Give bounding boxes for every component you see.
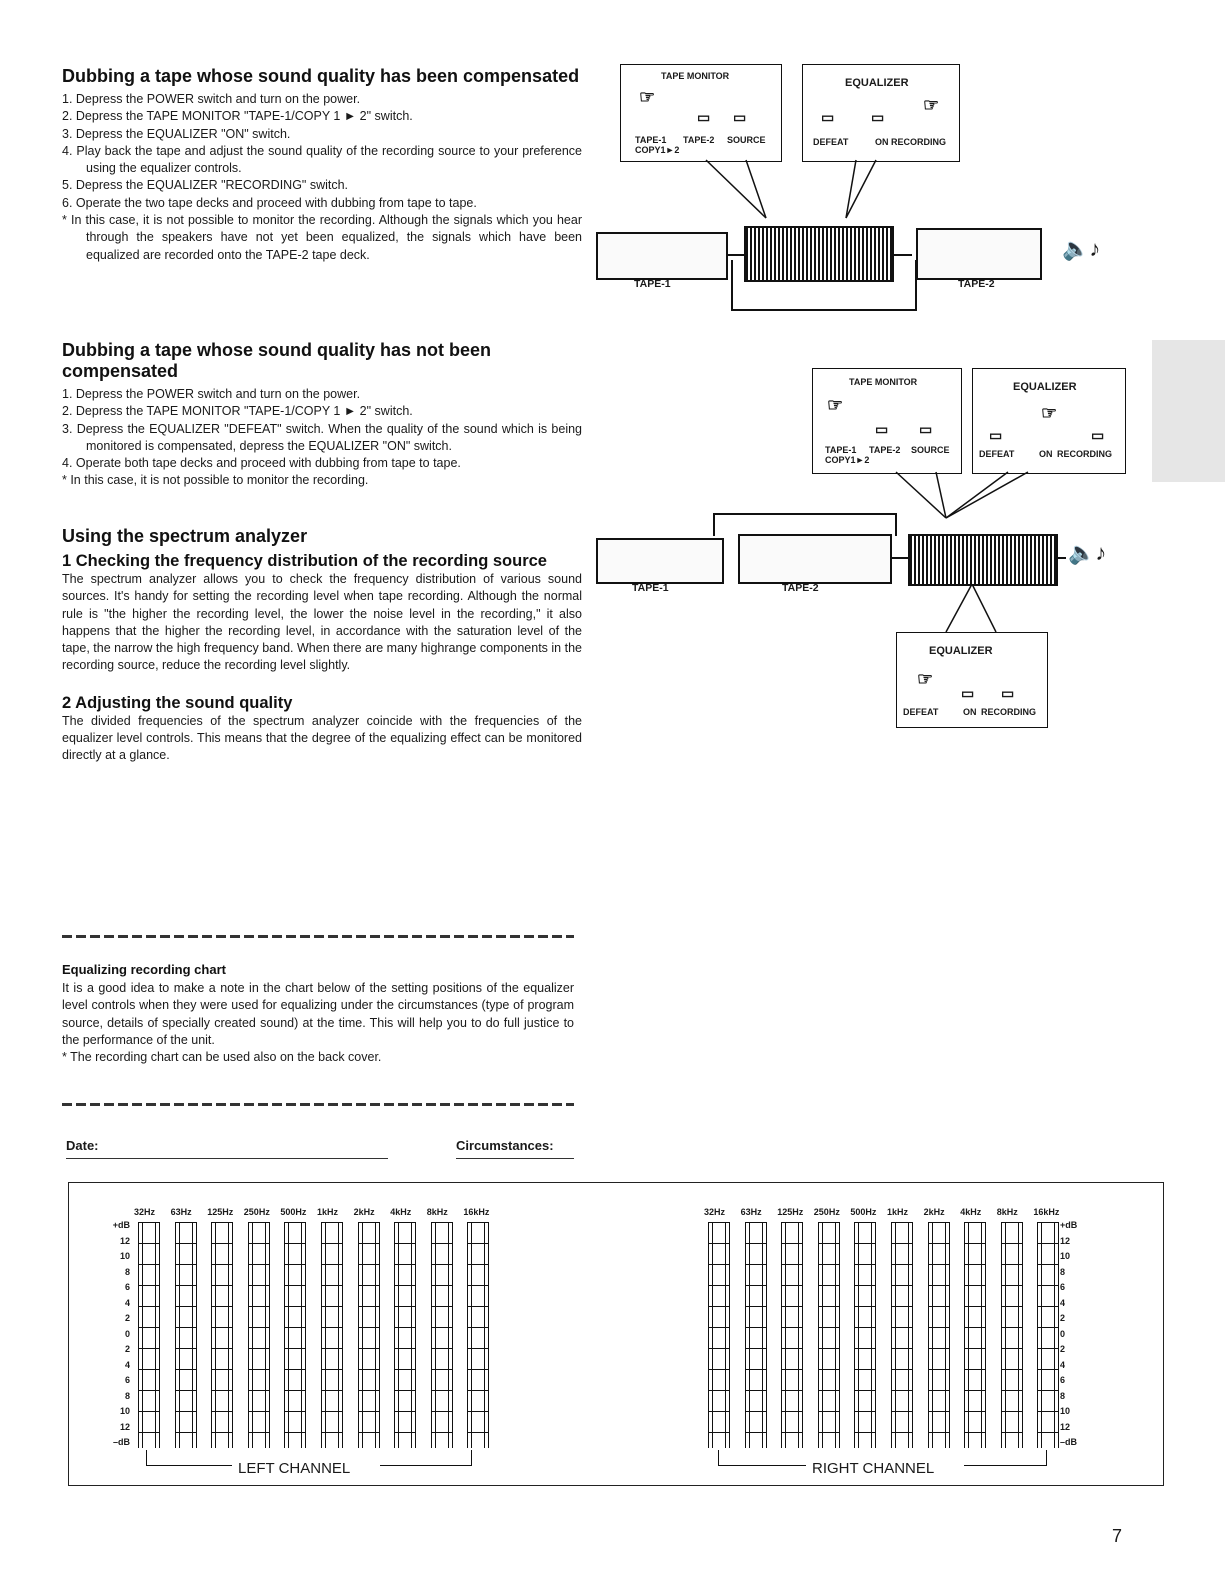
equalizer-band-column xyxy=(211,1222,233,1448)
divider xyxy=(62,935,574,938)
step-item: 1. Depress the POWER switch and turn on the power. xyxy=(62,92,361,106)
equalizer-band-column xyxy=(284,1222,306,1448)
frequency-label: 1kHz xyxy=(887,1207,909,1217)
db-scale-label: 10 xyxy=(119,1251,130,1261)
connection-diagram-1 xyxy=(596,60,1216,320)
db-scale-label: –dB xyxy=(1060,1437,1078,1447)
step-item: 3. Depress the EQUALIZER "ON" switch. xyxy=(62,126,291,141)
equalizer-band-column xyxy=(854,1222,876,1448)
step-item: 2. Depress the TAPE MONITOR "TAPE-1/COPY 1 ► 2" switch. xyxy=(62,109,413,124)
section-dubbing-compensated xyxy=(62,66,582,264)
db-scale-label: 10 xyxy=(1060,1251,1071,1261)
chart-intro xyxy=(62,960,574,1066)
frequency-label: 8kHz xyxy=(996,1207,1018,1217)
bracket xyxy=(1046,1450,1047,1466)
button-label: RECORDING xyxy=(1057,449,1113,459)
button-icon: ▭ xyxy=(821,109,835,125)
button-label: ON xyxy=(1039,449,1053,459)
button-label: TAPE-2 xyxy=(683,135,715,145)
equalizer-unit xyxy=(908,534,1058,586)
db-scale-label: 6 xyxy=(124,1282,130,1292)
subsection-title: 2 Adjusting the sound quality xyxy=(62,693,293,712)
equalizer-label: EQUALIZER xyxy=(845,77,909,89)
page-number: 7 xyxy=(1112,1526,1123,1546)
right-channel-label: RIGHT CHANNEL xyxy=(812,1460,935,1477)
frequency-label: 16kHz xyxy=(1033,1207,1060,1217)
bracket xyxy=(718,1450,719,1466)
tape-deck-2 xyxy=(916,228,1042,280)
connection-diagram-2 xyxy=(596,368,1216,734)
button-label: RECORDING xyxy=(891,137,947,147)
frequency-label: 32Hz xyxy=(134,1207,156,1217)
circumstances-line xyxy=(456,1158,574,1159)
button-label: ON xyxy=(875,137,889,147)
finger-press-icon: ☞ xyxy=(923,95,940,115)
equalizer-band-column xyxy=(891,1222,913,1448)
db-scale-label: 2 xyxy=(1060,1344,1066,1354)
db-scale-label: +dB xyxy=(112,1220,130,1230)
db-scale-label: 4 xyxy=(1060,1297,1066,1308)
tape-deck-label: TAPE-1 xyxy=(632,582,669,594)
db-scale-label: 4 xyxy=(124,1359,130,1370)
tape-deck-label: TAPE-2 xyxy=(958,278,995,290)
frequency-label: 2kHz xyxy=(923,1207,945,1217)
db-scale-label: 12 xyxy=(119,1421,130,1432)
frequency-label: 4kHz xyxy=(960,1207,982,1217)
equalizer-band-column xyxy=(358,1222,380,1448)
equalizer-band-column xyxy=(321,1222,343,1448)
button-icon: ▭ xyxy=(989,427,1003,443)
db-scale-label: 10 xyxy=(119,1406,130,1416)
divider xyxy=(62,1103,574,1106)
equalizer-band-column xyxy=(1001,1222,1023,1448)
db-scale-label: 8 xyxy=(1060,1390,1066,1401)
frequency-label: 32Hz xyxy=(704,1207,726,1217)
button-icon: ▭ xyxy=(733,109,747,125)
db-scale-label: 12 xyxy=(119,1235,130,1246)
equalizer-band-column xyxy=(781,1222,803,1448)
frequency-label: 125Hz xyxy=(207,1207,234,1217)
db-scale-label: 4 xyxy=(1060,1359,1066,1370)
frequency-label: 16kHz xyxy=(463,1207,490,1217)
equalizer-band-column xyxy=(431,1222,453,1448)
tape-deck-label: TAPE-2 xyxy=(782,582,819,594)
section-title: Dubbing a tape whose sound quality has not been compensated xyxy=(62,340,492,381)
button-label: ON xyxy=(963,707,977,717)
button-icon: ▭ xyxy=(961,685,975,701)
db-scale-label: 8 xyxy=(1060,1266,1066,1277)
steps-list xyxy=(62,91,582,212)
section-dubbing-not-compensated xyxy=(62,340,582,490)
step-item: 3. Depress the EQUALIZER "DEFEAT" switch. When the quality of the sound which is being monitored is compensated, depress the EQUALIZER "ON" switch. xyxy=(62,421,582,453)
frequency-label: 2kHz xyxy=(353,1207,375,1217)
db-scale-label: 6 xyxy=(1060,1282,1066,1292)
bracket xyxy=(471,1450,472,1466)
button-icon: ▭ xyxy=(1001,685,1015,701)
step-item: 4. Play back the tape and adjust the sound quality of the recording source to your preference using the equalizer controls. xyxy=(62,143,582,176)
copy-label: COPY1►2 xyxy=(635,145,680,155)
section-title: Dubbing a tape whose sound quality has been compensated xyxy=(62,66,580,86)
date-label: Date: xyxy=(66,1138,99,1153)
finger-press-icon: ☞ xyxy=(827,395,844,415)
tape-deck-label: TAPE-1 xyxy=(634,278,671,290)
button-label: DEFEAT xyxy=(979,449,1015,459)
button-icon: ▭ xyxy=(919,421,933,437)
bracket xyxy=(380,1465,472,1466)
db-scale-label: 2 xyxy=(1060,1313,1066,1323)
button-label: TAPE-2 xyxy=(869,445,901,455)
db-scale-label: 12 xyxy=(1060,1421,1071,1432)
step-item: 6. Operate the two tape decks and proceed with dubbing from tape to tape. xyxy=(62,195,477,210)
note: * In this case, it is not possible to monitor the recording. xyxy=(62,473,369,488)
tape-monitor-label: TAPE MONITOR xyxy=(661,71,730,81)
finger-press-icon: ☞ xyxy=(1041,403,1058,423)
button-icon: ▭ xyxy=(871,109,885,125)
circumstances-label: Circumstances: xyxy=(456,1138,554,1153)
db-scale-label: 12 xyxy=(1060,1235,1071,1246)
equalizer-band-column xyxy=(467,1222,489,1448)
date-line xyxy=(66,1158,388,1159)
frequency-label: 500Hz xyxy=(280,1207,307,1217)
equalizer-band-column xyxy=(394,1222,416,1448)
equalizer-band-column xyxy=(928,1222,950,1448)
db-scale-label: 8 xyxy=(124,1266,130,1277)
frequency-label: 125Hz xyxy=(777,1207,804,1217)
equalizer-panel-lower xyxy=(896,632,1048,728)
db-scale-label: 6 xyxy=(1060,1375,1066,1385)
db-scale-label: –dB xyxy=(112,1437,130,1447)
db-scale-label: 2 xyxy=(124,1344,130,1354)
button-label: DEFEAT xyxy=(903,707,939,717)
frequency-label: 250Hz xyxy=(813,1207,840,1217)
steps-list xyxy=(62,386,582,472)
equalizer-band-column xyxy=(708,1222,730,1448)
db-scale-label: 4 xyxy=(124,1297,130,1308)
tape-deck-1 xyxy=(596,232,728,280)
button-label: SOURCE xyxy=(727,135,766,145)
equalizer-unit xyxy=(744,226,894,282)
frequency-label: 63Hz xyxy=(170,1207,192,1217)
button-label: TAPE-1 xyxy=(635,135,667,145)
paragraph: The spectrum analyzer allows you to check the frequency distribution of various sound sources. It's handy for setting the recording level when tape recording. Although the normal rule is "the higher the recording level, the lower the noise level in the recording," it also happens that the higher the recording level, in accordance with the saturation level of the tape, the narrow the high frequency band. When there are many highrange components in the recording source, reduce the recording level slightly. xyxy=(62,572,582,673)
equalizer-band-column xyxy=(138,1222,160,1448)
frequency-label: 500Hz xyxy=(850,1207,877,1217)
db-scale-label: 6 xyxy=(124,1375,130,1385)
button-label: SOURCE xyxy=(911,445,950,455)
tape-deck-1 xyxy=(596,538,724,584)
finger-press-icon: ☞ xyxy=(917,669,934,689)
tape-monitor-label: TAPE MONITOR xyxy=(849,377,918,387)
button-icon: ▭ xyxy=(875,421,889,437)
frequency-label: 8kHz xyxy=(426,1207,448,1217)
button-label: TAPE-1 xyxy=(825,445,857,455)
equalizer-label: EQUALIZER xyxy=(1013,381,1077,393)
frequency-label: 63Hz xyxy=(740,1207,762,1217)
step-item: 2. Depress the TAPE MONITOR "TAPE-1/COPY 1 ► 2" switch. xyxy=(62,404,413,419)
paragraph: The divided frequencies of the spectrum analyzer coincide with the frequencies of the equalizer level controls. This means that the degree of the equalizing effect can be monitored directly at a glance. xyxy=(62,713,582,763)
speaker-icon: 🔈♪ xyxy=(1068,540,1107,565)
step-item: 1. Depress the POWER switch and turn on the power. xyxy=(62,387,361,401)
tape-deck-2 xyxy=(738,534,892,584)
equalizer-band-column xyxy=(818,1222,840,1448)
section-spectrum-analyzer xyxy=(62,526,582,765)
left-channel-label: LEFT CHANNEL xyxy=(238,1460,351,1477)
bracket xyxy=(718,1465,806,1466)
paragraph: It is a good idea to make a note in the chart below of the setting positions of the equalizer level controls when they were used for equalizing under the circumstances (type of program source, details of specially created sound) at the time. This will help you to do full justice to the performance of the unit. xyxy=(62,981,574,1047)
section-title: Using the spectrum analyzer xyxy=(62,526,308,546)
equalizer-band-column xyxy=(248,1222,270,1448)
bracket xyxy=(146,1450,147,1466)
copy-label: COPY1►2 xyxy=(825,455,870,465)
frequency-label: 1kHz xyxy=(317,1207,339,1217)
button-icon: ▭ xyxy=(697,109,711,125)
db-scale-label: +dB xyxy=(1060,1220,1078,1230)
step-item: 5. Depress the EQUALIZER "RECORDING" switch. xyxy=(62,178,349,193)
db-scale-label: 8 xyxy=(124,1390,130,1401)
db-scale-label: 10 xyxy=(1060,1406,1071,1416)
note: * The recording chart can be used also on the back cover. xyxy=(62,1050,382,1065)
speaker-icon: 🔈♪ xyxy=(1062,236,1101,261)
equalizer-band-column xyxy=(1037,1222,1059,1448)
side-tab xyxy=(1152,340,1225,482)
equalizer-band-column xyxy=(745,1222,767,1448)
db-scale-label: 0 xyxy=(124,1328,130,1339)
bracket xyxy=(146,1465,232,1466)
button-icon: ▭ xyxy=(1091,427,1105,443)
subsection-title: 1 Checking the frequency distribution of the recording source xyxy=(62,552,547,570)
equalizer-band-column xyxy=(964,1222,986,1448)
frequency-label: 4kHz xyxy=(390,1207,412,1217)
equalizer-label: EQUALIZER xyxy=(929,645,993,657)
db-scale-label: 0 xyxy=(1060,1328,1066,1339)
bracket xyxy=(964,1465,1046,1466)
chart-intro-title: Equalizing recording chart xyxy=(62,962,226,977)
finger-press-icon: ☞ xyxy=(639,87,656,107)
step-item: 4. Operate both tape decks and proceed with dubbing from tape to tape. xyxy=(62,456,461,471)
note: * In this case, it is not possible to monitor the recording. Although the signals which you hear through the speakers have not yet been equalized, the signals which have been equalized are recorded onto the TAPE-2 tape deck. xyxy=(62,213,582,262)
pointer-lines xyxy=(596,60,1216,320)
button-label: RECORDING xyxy=(981,707,1037,717)
db-scale-label: 2 xyxy=(124,1313,130,1323)
button-label: DEFEAT xyxy=(813,137,849,147)
frequency-label: 250Hz xyxy=(243,1207,270,1217)
equalizer-band-column xyxy=(175,1222,197,1448)
